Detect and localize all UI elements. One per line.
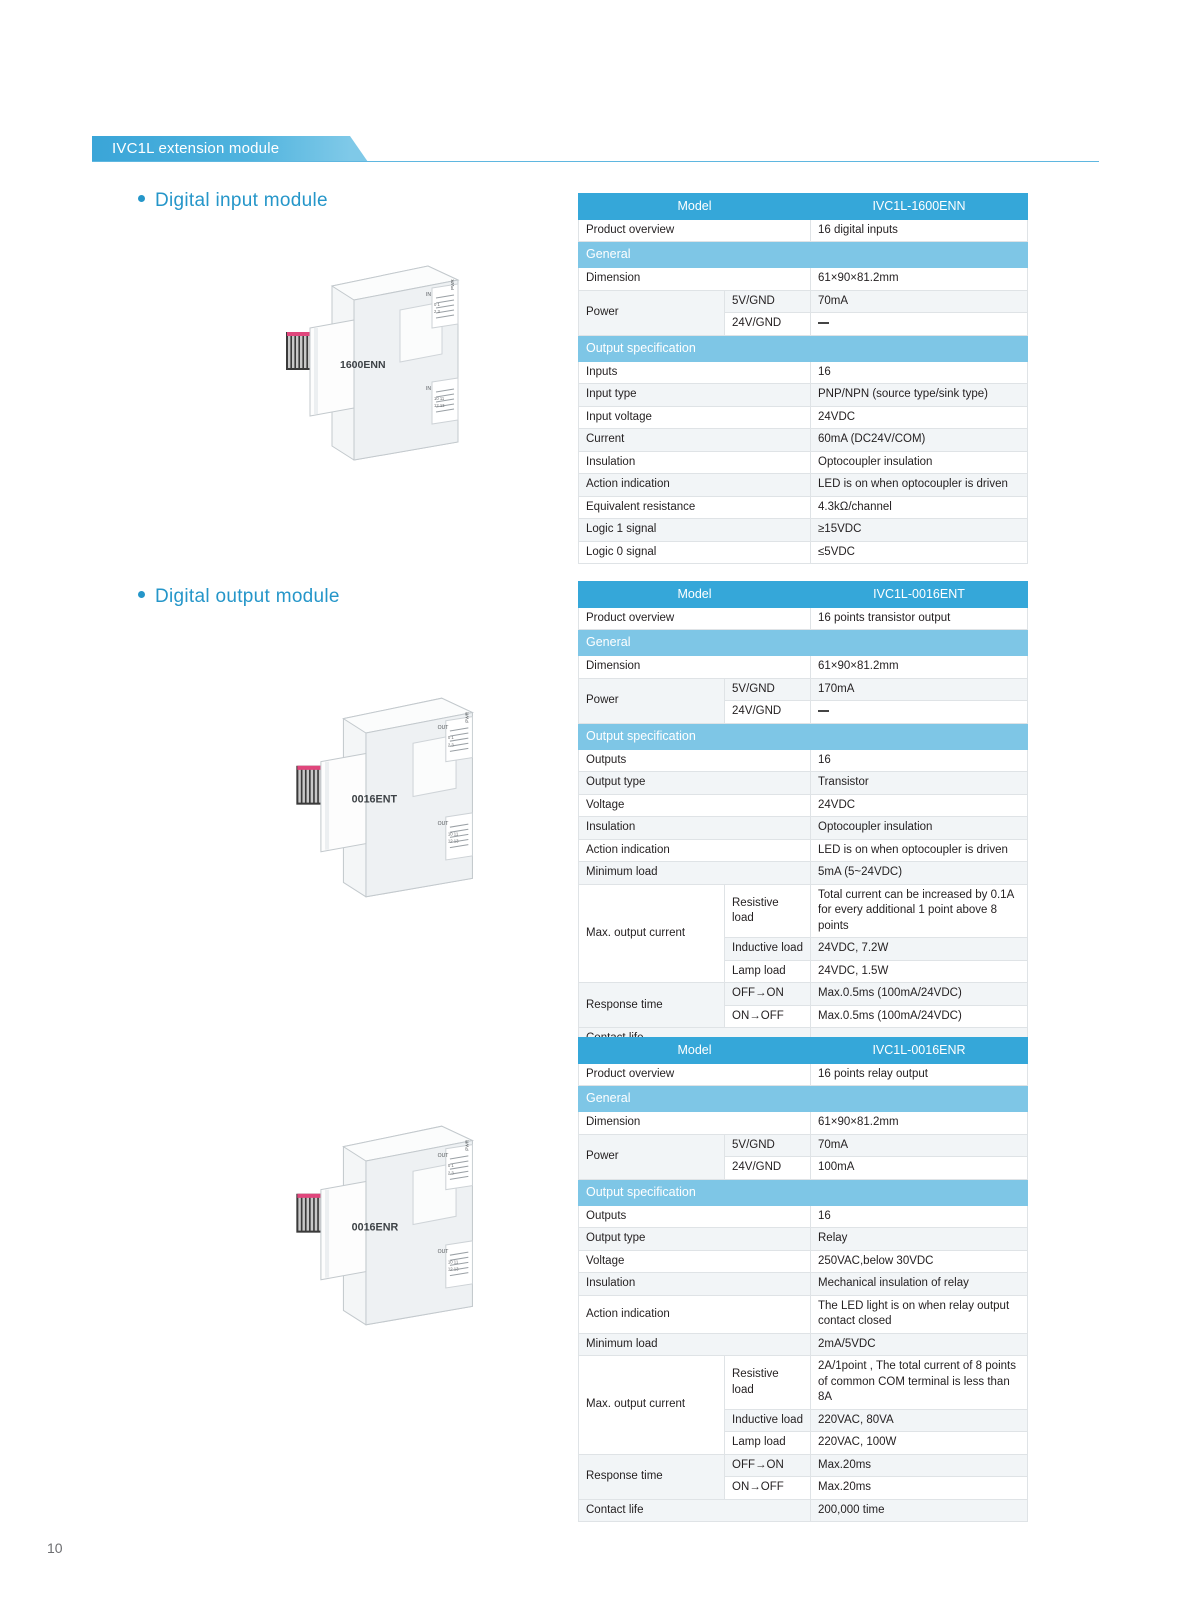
- row-label: Insulation: [579, 817, 811, 840]
- svg-text:12 13: 12 13: [434, 403, 445, 408]
- model-value: IVC1L-0016ENR: [811, 1038, 1028, 1064]
- row-value: PNP/NPN (source type/sink type): [811, 384, 1028, 407]
- row-value: ≥15VDC: [811, 519, 1028, 542]
- table-row: [579, 361, 1028, 384]
- svg-text:2 3: 2 3: [447, 1170, 454, 1176]
- bullet-icon: [138, 591, 145, 598]
- row-label: Dimension: [579, 268, 811, 291]
- table-band-output-spec: [579, 335, 1028, 361]
- svg-text:2 3: 2 3: [447, 742, 454, 748]
- section-title-digital-output-a: Digital output: [155, 586, 271, 607]
- table-row: [579, 1454, 1028, 1477]
- response-time-label: Response time: [579, 983, 725, 1028]
- table-row: [579, 1333, 1028, 1356]
- table-row: [579, 772, 1028, 795]
- svg-text:0 1: 0 1: [434, 302, 440, 307]
- row-value: Max.0.5ms (100mA/24VDC): [811, 1005, 1028, 1028]
- row-label: Action indication: [579, 1295, 811, 1333]
- row-label: Product overview: [579, 219, 811, 242]
- row-label: Equivalent resistance: [579, 496, 811, 519]
- band-label: Output specification: [579, 335, 1028, 361]
- svg-text:IN: IN: [426, 386, 431, 392]
- row-label: Dimension: [579, 1112, 811, 1135]
- model-value: IVC1L-1600ENN: [811, 194, 1028, 220]
- table-row: [579, 219, 1028, 242]
- row-sublabel: 24V/GND: [725, 701, 811, 724]
- table-band-general: [579, 242, 1028, 268]
- row-sublabel: Inductive load: [725, 938, 811, 961]
- model-label: Model: [579, 194, 811, 220]
- row-label: Action indication: [579, 474, 811, 497]
- table-row: [579, 1250, 1028, 1273]
- table-row: [579, 817, 1028, 840]
- band-label: General: [579, 242, 1028, 268]
- svg-text:PWR: PWR: [464, 711, 470, 723]
- svg-text:PWR: PWR: [450, 279, 455, 290]
- section-title-digital-output-b: module: [270, 586, 340, 607]
- svg-text:OUT: OUT: [437, 724, 449, 731]
- row-value: LED is on when optocoupler is driven: [811, 839, 1028, 862]
- svg-text:0 1: 0 1: [447, 735, 454, 741]
- max-current-label: Max. output current: [579, 884, 725, 983]
- svg-text:10 11: 10 11: [447, 1259, 459, 1265]
- table-row: [579, 884, 1028, 938]
- svg-text:1600ENN: 1600ENN: [340, 359, 386, 371]
- max-current-label: Max. output current: [579, 1356, 725, 1455]
- row-label: Output type: [579, 772, 811, 795]
- row-sublabel: 5V/GND: [725, 678, 811, 701]
- row-value: ≤5VDC: [811, 541, 1028, 564]
- header-title: IVC1L extension module: [92, 136, 350, 162]
- table-row: [579, 839, 1028, 862]
- row-value: LED is on when optocoupler is driven: [811, 474, 1028, 497]
- table-band-general: [579, 1086, 1028, 1112]
- band-label: General: [579, 630, 1028, 656]
- row-sublabel: Resistive load: [725, 1356, 811, 1410]
- svg-text:PWR: PWR: [464, 1139, 470, 1151]
- page-header: [92, 136, 1099, 162]
- table-row: [579, 656, 1028, 679]
- row-label: Insulation: [579, 451, 811, 474]
- table-row: [579, 1295, 1028, 1333]
- dash-icon: [818, 710, 829, 712]
- model-label: Model: [579, 1038, 811, 1064]
- row-value: 16: [811, 1205, 1028, 1228]
- table-row: [579, 1273, 1028, 1296]
- product-image-1600enn: [282, 258, 472, 468]
- svg-text:IN: IN: [426, 292, 431, 298]
- row-value: Max.20ms: [811, 1454, 1028, 1477]
- section-title-digital-output: [138, 586, 340, 608]
- header-rule: [92, 161, 1099, 162]
- row-value: Optocoupler insulation: [811, 451, 1028, 474]
- svg-text:10 11: 10 11: [434, 396, 445, 401]
- row-value: [811, 701, 1028, 724]
- row-label: Output type: [579, 1228, 811, 1251]
- svg-text:10 11: 10 11: [447, 831, 459, 837]
- row-value: 16: [811, 749, 1028, 772]
- spec-table-1600enn: [578, 193, 1028, 564]
- table-row: [579, 194, 1028, 220]
- row-label: Voltage: [579, 794, 811, 817]
- row-value: 16 digital inputs: [811, 219, 1028, 242]
- band-label: General: [579, 1086, 1028, 1112]
- svg-text:12 13: 12 13: [447, 838, 459, 844]
- svg-text:0016ENT: 0016ENT: [351, 793, 398, 806]
- row-sublabel: Lamp load: [725, 1432, 811, 1455]
- table-row: [579, 1063, 1028, 1086]
- row-value: 220VAC, 80VA: [811, 1409, 1028, 1432]
- product-image-0016enr: [282, 1118, 497, 1333]
- row-value: 24VDC, 7.2W: [811, 938, 1028, 961]
- model-value: IVC1L-0016ENT: [811, 582, 1028, 608]
- row-value: 24VDC: [811, 406, 1028, 429]
- table-row: [579, 406, 1028, 429]
- table-row: [579, 1356, 1028, 1410]
- row-value: The LED light is on when relay output contact closed: [811, 1295, 1028, 1333]
- table-band-general: [579, 630, 1028, 656]
- row-label: Contact life: [579, 1499, 811, 1522]
- row-label: Product overview: [579, 607, 811, 630]
- row-label: Power: [579, 290, 725, 335]
- row-sublabel: OFF→ON: [725, 983, 811, 1006]
- row-value: 61×90×81.2mm: [811, 656, 1028, 679]
- row-value: Mechanical insulation of relay: [811, 1273, 1028, 1296]
- table-row: [579, 678, 1028, 701]
- svg-text:0016ENR: 0016ENR: [351, 1221, 399, 1234]
- row-value: 4.3kΩ/channel: [811, 496, 1028, 519]
- row-value: 70mA: [811, 290, 1028, 313]
- row-value: 200,000 time: [811, 1499, 1028, 1522]
- row-label: Minimum load: [579, 1333, 811, 1356]
- svg-text:OUT: OUT: [437, 1152, 449, 1159]
- row-value: 250VAC,below 30VDC: [811, 1250, 1028, 1273]
- row-value: 61×90×81.2mm: [811, 1112, 1028, 1135]
- row-value: 5mA (5~24VDC): [811, 862, 1028, 885]
- svg-text:OUT: OUT: [437, 1249, 449, 1256]
- row-value: 16: [811, 361, 1028, 384]
- table-row: [579, 983, 1028, 1006]
- row-value: 220VAC, 100W: [811, 1432, 1028, 1455]
- row-value: 16 points transistor output: [811, 607, 1028, 630]
- row-label: Input type: [579, 384, 811, 407]
- svg-text:OUT: OUT: [437, 821, 449, 828]
- row-sublabel: 24V/GND: [725, 313, 811, 336]
- row-sublabel: 24V/GND: [725, 1157, 811, 1180]
- svg-text:12 13: 12 13: [447, 1266, 459, 1272]
- row-sublabel: 5V/GND: [725, 290, 811, 313]
- row-value: Relay: [811, 1228, 1028, 1251]
- row-label: Logic 1 signal: [579, 519, 811, 542]
- band-label: Output specification: [579, 1179, 1028, 1205]
- row-sublabel: ON→OFF: [725, 1005, 811, 1028]
- table-row: [579, 607, 1028, 630]
- row-label: Minimum load: [579, 862, 811, 885]
- table-row: [579, 519, 1028, 542]
- row-label: Input voltage: [579, 406, 811, 429]
- row-value: 170mA: [811, 678, 1028, 701]
- table-row: [579, 1205, 1028, 1228]
- row-label: Power: [579, 1134, 725, 1179]
- table-row: [579, 384, 1028, 407]
- row-value: [811, 313, 1028, 336]
- row-sublabel: 5V/GND: [725, 1134, 811, 1157]
- product-image-0016ent: [282, 690, 497, 905]
- table-row: [579, 582, 1028, 608]
- row-label: Outputs: [579, 749, 811, 772]
- table-row: [579, 429, 1028, 452]
- table-row: [579, 451, 1028, 474]
- table-row: [579, 541, 1028, 564]
- table-row: [579, 496, 1028, 519]
- bullet-icon: [138, 195, 145, 202]
- band-label: Output specification: [579, 723, 1028, 749]
- row-label: Product overview: [579, 1063, 811, 1086]
- row-value: 24VDC, 1.5W: [811, 960, 1028, 983]
- svg-text:0 1: 0 1: [447, 1163, 454, 1169]
- table-row: [579, 1112, 1028, 1135]
- svg-text:2 3: 2 3: [434, 309, 440, 314]
- section-title-digital-input-b: module: [258, 190, 328, 211]
- spec-table-0016enr: [578, 1037, 1028, 1522]
- spec-table-0016ent: [578, 581, 1028, 1051]
- row-label: Action indication: [579, 839, 811, 862]
- table-band-output-spec: [579, 1179, 1028, 1205]
- row-sublabel: OFF→ON: [725, 1454, 811, 1477]
- row-value: Max.20ms: [811, 1477, 1028, 1500]
- table-row: [579, 1499, 1028, 1522]
- row-sublabel: Lamp load: [725, 960, 811, 983]
- row-label: Logic 0 signal: [579, 541, 811, 564]
- section-title-digital-input: [138, 190, 328, 212]
- row-sublabel: Resistive load: [725, 884, 811, 938]
- table-row: [579, 290, 1028, 313]
- row-value: 61×90×81.2mm: [811, 268, 1028, 291]
- table-row: [579, 268, 1028, 291]
- section-title-digital-input-a: Digital input: [155, 190, 259, 211]
- row-value: 100mA: [811, 1157, 1028, 1180]
- row-value: 2A/1point , The total current of 8 points of common COM terminal is less than 8A: [811, 1356, 1028, 1410]
- page-number: 10: [47, 1540, 63, 1556]
- model-label: Model: [579, 582, 811, 608]
- row-label: Outputs: [579, 1205, 811, 1228]
- row-value: 16 points relay output: [811, 1063, 1028, 1086]
- row-value: Optocoupler insulation: [811, 817, 1028, 840]
- table-row: [579, 749, 1028, 772]
- row-value: Transistor: [811, 772, 1028, 795]
- row-value: Total current can be increased by 0.1A for every additional 1 point above 8 points: [811, 884, 1028, 938]
- response-time-label: Response time: [579, 1454, 725, 1499]
- row-sublabel: ON→OFF: [725, 1477, 811, 1500]
- row-value: 70mA: [811, 1134, 1028, 1157]
- table-row: [579, 474, 1028, 497]
- row-value: Max.0.5ms (100mA/24VDC): [811, 983, 1028, 1006]
- table-band-output-spec: [579, 723, 1028, 749]
- row-sublabel: Inductive load: [725, 1409, 811, 1432]
- row-label: Power: [579, 678, 725, 723]
- row-label: Voltage: [579, 1250, 811, 1273]
- table-row: [579, 1134, 1028, 1157]
- table-row: [579, 862, 1028, 885]
- row-label: Insulation: [579, 1273, 811, 1296]
- row-label: Inputs: [579, 361, 811, 384]
- table-row: [579, 1038, 1028, 1064]
- table-row: [579, 794, 1028, 817]
- row-label: Dimension: [579, 656, 811, 679]
- row-value: 24VDC: [811, 794, 1028, 817]
- row-label: Current: [579, 429, 811, 452]
- row-value: 2mA/5VDC: [811, 1333, 1028, 1356]
- dash-icon: [818, 322, 829, 324]
- row-value: 60mA (DC24V/COM): [811, 429, 1028, 452]
- table-row: [579, 1228, 1028, 1251]
